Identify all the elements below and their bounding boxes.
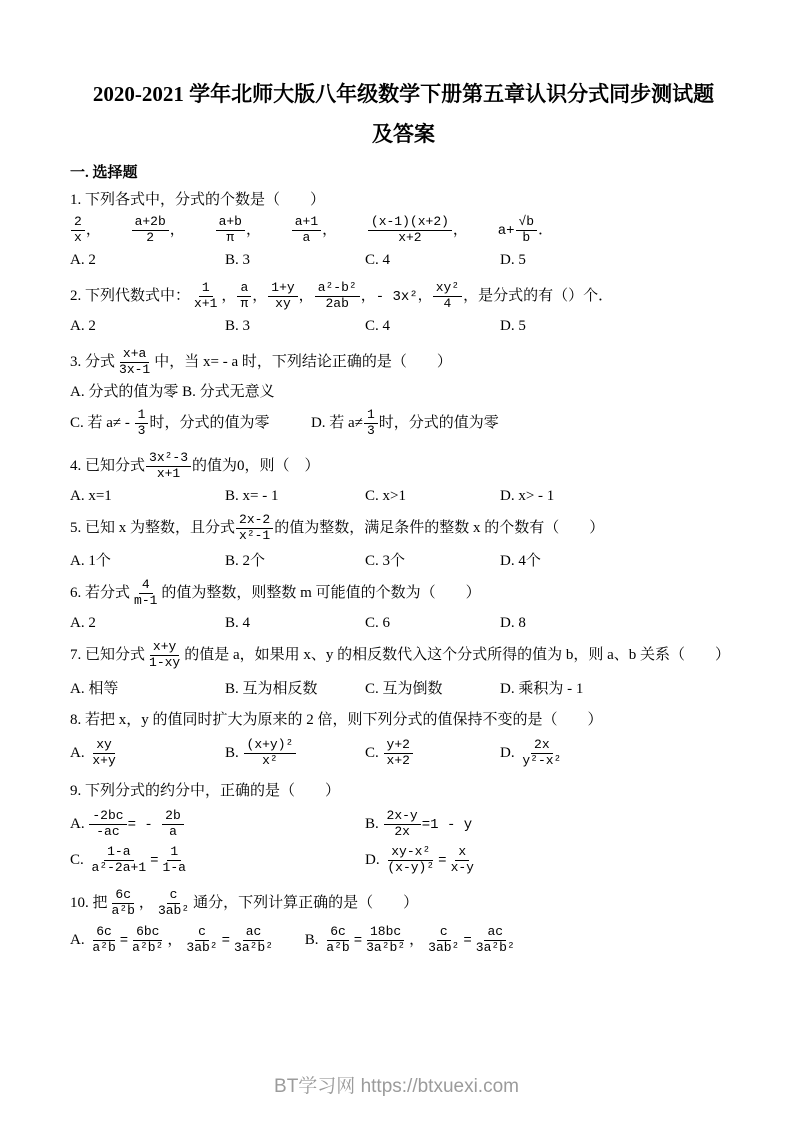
q9-options-cd xyxy=(70,845,737,876)
option-b xyxy=(225,738,365,769)
q9-options-ab xyxy=(70,809,737,840)
option-c: C. 3个 xyxy=(365,553,406,570)
q1-text: 1. 下列各式中，分式的个数是（ ） xyxy=(70,191,326,208)
q4-text-2: 的值为0，则（ ） xyxy=(192,457,320,474)
fraction: $\frac{1}{3}$ xyxy=(364,408,378,439)
page-title xyxy=(70,80,737,149)
q7-text-1: 7. 已知分式 xyxy=(70,647,146,664)
q3-text xyxy=(70,347,737,378)
fraction: $\frac{\text{3x²-3}}{x+1}$ xyxy=(146,451,191,482)
q1-options xyxy=(70,252,737,269)
option-d-text-2: 时，分式的值为零 xyxy=(378,414,499,431)
q4-options xyxy=(70,488,737,505)
option-a xyxy=(70,924,277,956)
fraction: $\frac{\text{xy-x²}}{\text{(x-y)²}}$ xyxy=(387,844,435,876)
option-c-text-2: 时，分式的值为零 xyxy=(149,414,270,431)
q7-text-2: 的值是 a，如果用 x、y 的相反数代入这个分式所得的值为 b，则 a、b 关系（ ） xyxy=(184,647,731,664)
fraction: $\frac{6bc}{\text{a²b²}}$ xyxy=(132,924,164,956)
option-b: B. 互为相反数 xyxy=(225,681,318,698)
fraction: $\frac{18bc}{\text{3a²b²}}$ xyxy=(366,924,406,956)
option-b: B. 3 xyxy=(225,252,251,269)
equation-tail: =1 - y xyxy=(421,816,473,833)
fraction: $\frac{xy}{x+y}$ xyxy=(92,736,116,768)
fraction: $\frac{y+2}{x+2}$ xyxy=(384,738,413,769)
option-b-label: B. xyxy=(365,815,379,832)
separator: ， xyxy=(167,932,183,949)
fraction: $\frac{a+b}{\pi}$ xyxy=(216,215,245,246)
fraction: $\frac{2}{x}$ xyxy=(71,215,85,246)
separator: ， xyxy=(245,222,261,239)
fraction: $\frac{2b}{a}$ xyxy=(162,809,184,840)
option-a: A. 2 xyxy=(70,252,96,269)
option-a: A. 2 xyxy=(70,615,96,632)
fraction: $\frac{x}{x-y}$ xyxy=(450,844,474,876)
option-d-label: D. xyxy=(500,744,515,761)
q2-options xyxy=(70,318,737,335)
fraction: $\frac{2x-2}{\text{x²-1}}$ xyxy=(236,513,273,544)
option-c xyxy=(70,845,365,876)
option-d: D. 8 xyxy=(500,615,526,632)
question-6 xyxy=(70,578,737,632)
option-c: C. 4 xyxy=(365,318,391,335)
q5-text xyxy=(70,513,737,544)
q7-options xyxy=(70,677,737,698)
q8-options xyxy=(70,738,737,769)
option-b xyxy=(304,924,519,956)
question-7 xyxy=(70,640,737,698)
option-b: B. 4 xyxy=(225,615,251,632)
q6-text xyxy=(70,578,737,609)
separator: ， xyxy=(409,932,425,949)
q4-text xyxy=(70,451,737,482)
title-line-2: 及答案 xyxy=(372,122,435,147)
fraction: $\frac{1+y}{xy}$ xyxy=(268,281,297,312)
fraction: $\frac{x+a}{3x-1}$ xyxy=(119,346,151,378)
question-2 xyxy=(70,281,737,335)
equals-sign: = xyxy=(438,853,447,870)
question-3 xyxy=(70,347,737,439)
option-d xyxy=(500,738,737,769)
equals-sign: = - xyxy=(127,816,162,833)
option-c: C. 4 xyxy=(365,252,391,269)
fraction: $\frac{2x-y}{2x}$ xyxy=(384,809,421,840)
fraction: $\frac{c}{\text{3ab²}}$ xyxy=(428,924,460,956)
separator: ， xyxy=(360,288,376,305)
fraction: $\frac{6c}{\text{a²b}}$ xyxy=(326,924,350,956)
q10-options xyxy=(70,925,737,956)
fraction: $\frac{x+y}{1-xy}$ xyxy=(149,639,181,671)
option-d: D. 4个 xyxy=(500,553,541,570)
option-c-text-1: C. 若 a≠ - xyxy=(70,414,134,431)
equals-sign: = xyxy=(353,933,363,950)
question-4 xyxy=(70,451,737,505)
fraction: $\frac{4}{m-1}$ xyxy=(134,577,158,609)
equals-sign: = xyxy=(463,933,472,950)
option-d: D. 5 xyxy=(500,318,526,335)
option-c: C. 互为倒数 xyxy=(365,681,443,698)
section-heading: 一. 选择题 xyxy=(70,164,138,181)
q10-text xyxy=(70,888,737,919)
q1-formula-6-prefix: a+ xyxy=(497,223,515,240)
option-b: B. 3 xyxy=(225,318,251,335)
option-c-label: C. xyxy=(365,744,379,761)
option-a: A. x=1 xyxy=(70,487,112,504)
separator: ， xyxy=(322,222,338,239)
fraction: $\frac{a+1}{a}$ xyxy=(292,215,321,246)
q1-formula-row xyxy=(70,215,737,246)
q2-text-3: 是分式的有（）个． xyxy=(478,288,614,305)
equals-sign: = xyxy=(150,853,159,870)
fraction: $\frac{√b}{b}$ xyxy=(516,215,538,246)
option-b-label: B. xyxy=(225,744,239,761)
q1-formula-5 xyxy=(367,215,468,246)
option-d-label: D. xyxy=(365,852,380,869)
q3-text-1: 3. 分式 xyxy=(70,354,116,371)
fraction: $\frac{(x-1)(x+2)}{x+2}$ xyxy=(368,215,452,246)
q1-formula-3 xyxy=(215,215,261,246)
q9-text: 9. 下列分式的约分中，正确的是（ ） xyxy=(70,782,341,799)
q2-text xyxy=(70,281,737,312)
question-5 xyxy=(70,513,737,571)
fraction: $\frac{a}{\pi}$ xyxy=(237,281,251,312)
question-10 xyxy=(70,888,737,956)
equals-sign: = xyxy=(221,933,231,950)
separator: ， xyxy=(169,222,185,239)
q4-text-1: 4. 已知分式 xyxy=(70,457,146,474)
q5-text-2: 的值为整数，满足条件的整数 x 的个数有（ ） xyxy=(274,519,605,536)
question-8 xyxy=(70,710,737,769)
option-b: B. x= - 1 xyxy=(225,487,279,504)
option-a: A. 相等 xyxy=(70,681,119,698)
q1-formula-2 xyxy=(131,215,185,246)
separator: ， xyxy=(463,288,479,305)
option-a-label: A. xyxy=(70,744,85,761)
option-d: D. 5 xyxy=(500,252,526,269)
fraction: $\frac{1-a}{\text{a²-2a+1}}$ xyxy=(91,844,147,876)
fraction: $\frac{\text{xy²}}{4}$ xyxy=(433,281,462,312)
fraction: $\frac{-2bc}{-ac}$ xyxy=(89,809,126,840)
option-c: C. x>1 xyxy=(365,487,406,504)
q6-options xyxy=(70,615,737,632)
title-line-1: 2020-2021 学年北师大版八年级数学下册第五章认识分式同步测试题 xyxy=(92,82,715,106)
q3-options-ab: A. 分式的值为零 B. 分式无意义 xyxy=(70,384,275,401)
fraction: $\frac{6c}{\text{a²b}}$ xyxy=(111,887,135,919)
q5-text-1: 5. 已知 x 为整数，且分式 xyxy=(70,519,236,536)
fraction: $\frac{1}{3}$ xyxy=(135,408,149,439)
option-d: D. 乘积为 - 1 xyxy=(500,681,584,698)
option-a: A. 1个 xyxy=(70,553,111,570)
q6-text-2: 的值为整数，则整数 m 可能值的个数为（ ） xyxy=(161,585,481,602)
option-b: B. 2个 xyxy=(225,553,266,570)
fraction: $\frac{\text{(x+y)²}}{\text{x²}}$ xyxy=(244,738,297,769)
q6-text-1: 6. 若分式 xyxy=(70,585,131,602)
q3-text-2: 中，当 x= - a 时，下列结论正确的是（ ） xyxy=(154,354,452,371)
q3-options-cd xyxy=(70,408,737,439)
q1-formula-4 xyxy=(291,215,337,246)
separator: ， xyxy=(298,288,314,305)
fraction: $\frac{ac}{\text{3a²b²}}$ xyxy=(234,924,274,956)
question-9 xyxy=(70,781,737,877)
option-d xyxy=(365,845,737,876)
q2-text-2: - 3x²， xyxy=(375,289,432,306)
fraction: $\frac{\text{a²-b²}}{2ab}$ xyxy=(315,281,360,312)
q1-formula-1 xyxy=(70,215,101,246)
separator: ， xyxy=(221,288,237,305)
separator: ， xyxy=(85,222,101,239)
separator: ， xyxy=(138,895,154,912)
fraction: $\frac{2x}{\text{y²-x²}}$ xyxy=(522,736,562,768)
q10-text-2: 通分，下列计算正确的是（ ） xyxy=(193,895,419,912)
fraction: $\frac{1}{1-a}$ xyxy=(162,844,186,876)
option-a xyxy=(70,809,365,840)
option-c-label: C. xyxy=(70,852,84,869)
fraction: $\frac{c}{\text{3ab²}}$ xyxy=(186,924,218,956)
option-a-label: A. xyxy=(70,815,85,832)
fraction: $\frac{c}{\text{3ab²}}$ xyxy=(157,887,190,919)
separator: ， xyxy=(252,288,268,305)
option-a xyxy=(70,738,225,769)
fraction: $\frac{1}{x+1}$ xyxy=(194,280,218,312)
fraction: $\frac{6c}{\text{a²b}}$ xyxy=(92,924,116,956)
option-d: D. x> - 1 xyxy=(500,487,555,504)
separator: ， xyxy=(452,222,468,239)
separator: ． xyxy=(538,222,554,239)
fraction: $\frac{a+2b}{2}$ xyxy=(132,215,169,246)
fraction: $\frac{ac}{\text{3a²b²}}$ xyxy=(475,924,515,956)
question-1 xyxy=(70,190,737,270)
q5-options xyxy=(70,549,737,570)
option-d-text-1: D. 若 a≠ xyxy=(310,414,363,431)
q7-text xyxy=(70,640,737,671)
option-c: C. 6 xyxy=(365,615,391,632)
q10-text-1: 10. 把 xyxy=(70,895,108,912)
option-c xyxy=(365,738,500,769)
option-a-label: A. xyxy=(70,932,85,949)
q1-formula-6 xyxy=(498,215,553,246)
equals-sign: = xyxy=(119,933,129,950)
option-a: A. 2 xyxy=(70,318,96,335)
option-b xyxy=(365,809,737,840)
q8-text: 8. 若把 x，y 的值同时扩大为原来的 2 倍，则下列分式的值保持不变的是（ ） xyxy=(70,712,603,729)
option-b-label: B. xyxy=(304,932,319,949)
watermark-footer: BT学习网 https://btxuexi.com xyxy=(274,1076,519,1097)
q2-text-1: 2. 下列代数式中： xyxy=(70,288,191,305)
